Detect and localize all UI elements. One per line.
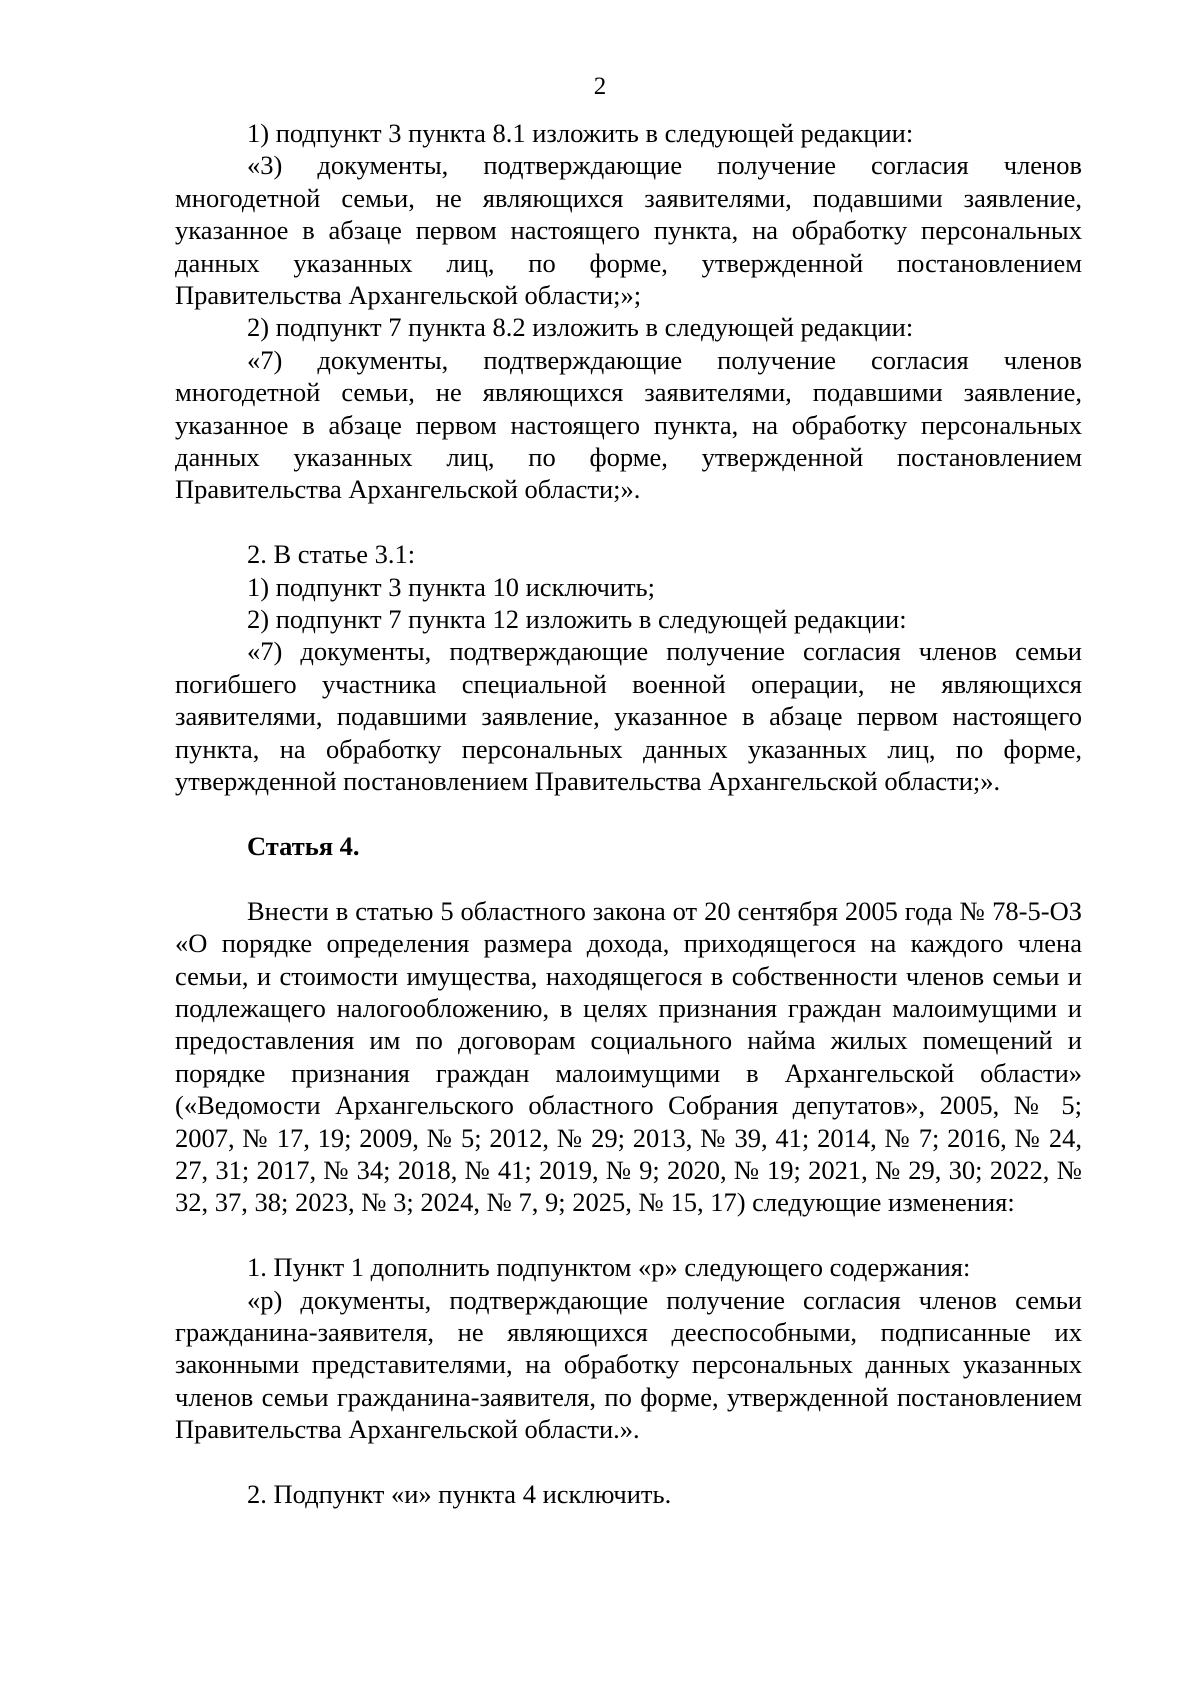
amendment-item: 1) подпункт 3 пункта 10 исключить; (247, 571, 655, 602)
amendment-item: 2. В статье 3.1: (247, 539, 416, 570)
amendment-item: 2. Подпункт «и» пункта 4 исключить. (247, 1478, 672, 1509)
quoted-text: «3) документы, подтверждающие получение согласия членов многодетной семьи, не являющихся заявителями, подавшими заявление, указанное в абзаце первом настоящего пункта, на обработку персональных данных указанных лиц, по форме, утвержденной постановлением Правительства Архангельской области;»; (175, 150, 1082, 311)
amendment-item: 1) подпункт 3 пункта 8.1 изложить в следующей редакции: (247, 118, 914, 148)
amendment-item: 1. Пункт 1 дополнить подпунктом «р» следующего содержания: (247, 1252, 971, 1283)
amendment-item: 2) подпункт 7 пункта 12 изложить в следующей редакции: (247, 604, 907, 635)
article-intro: Внести в статью 5 областного закона от 20 сентября 2005 года № 78-5-ОЗ «О порядке определения размера дохода, приходящегося на каждого члена семьи, и стоимости имущества, находящегося в собственности членов семьи и подлежащего налогообложению, в целях признания граждан малоимущими и предоставления им по договорам социального найма жилых помещений и порядке признания граждан малоимущими в Архангельской области» («Ведомости Архангельского областного Собрания депутатов», 2005, № 5; 2007, № 17, 19; 2009, № 5; 2012, № 29; 2013, № 39, 41; 2014, № 7; 2016, № 24, 27, 31; 2017, № 34; 2018, № 41; 2019, № 9; 2020, № 19; 2021, № 29, 30; 2022, № 32, 37, 38; 2023, № 3; 2024, № 7, 9; 2025, № 15, 17) следующие изменения: (175, 895, 1082, 1218)
quoted-text: «7) документы, подтверждающие получение согласия членов семьи погибшего участника специальной военной операции, не являющихся заявителями, подавшими заявление, указанное в абзаце первом настоящего пункта, на обработку персональных данных указанных лиц, по форме, утвержденной постановлением Правительства Архангельской области;». (175, 636, 1082, 797)
quoted-text: «7) документы, подтверждающие получение согласия членов многодетной семьи, не являющихся заявителями, подавшими заявление, указанное в абзаце первом настоящего пункта, на обработку персональных данных указанных лиц, по форме, утвержденной постановлением Правительства Архангельской области;». (175, 344, 1082, 505)
page-number: 2 (593, 73, 607, 100)
article-heading: Статья 4. (247, 830, 360, 861)
document-body (175, 117, 1082, 1510)
amendment-item: 2) подпункт 7 пункта 8.2 изложить в следующей редакции: (247, 312, 914, 343)
quoted-text: «р) документы, подтверждающие получение согласия членов семьи гражданина-заявителя, не являющихся дееспособными, подписанные их законными представителями, на обработку персональных данных указанных членов семьи гражданина-заявителя, по форме, утвержденной постановлением Правительства Архангельской области.». (175, 1284, 1082, 1445)
